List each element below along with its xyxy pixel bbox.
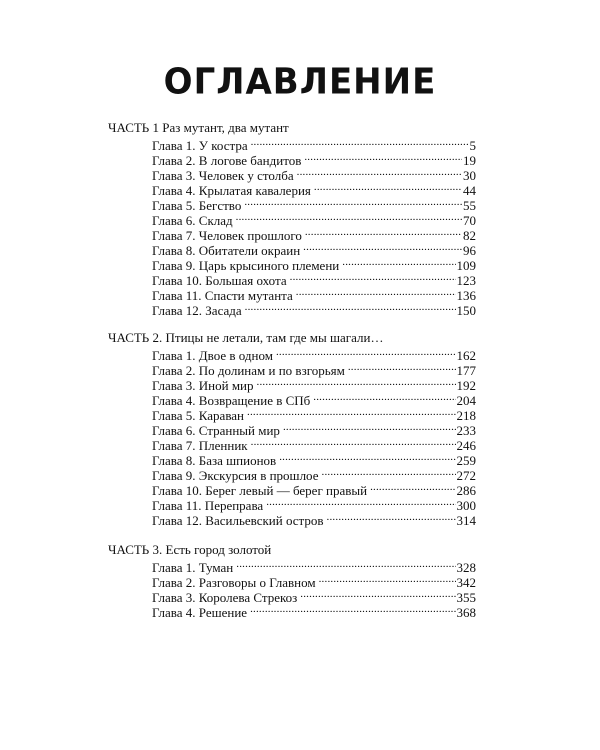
- dot-leader: [346, 360, 456, 375]
- page-number: 55: [463, 198, 476, 213]
- chapter-title: Глава 5. Бегство: [152, 198, 242, 213]
- page-number: 204: [456, 393, 476, 408]
- chapter-title: Глава 11. Спасти мутанта: [152, 288, 293, 303]
- dot-leader: [243, 300, 456, 315]
- page-number: 150: [456, 303, 476, 318]
- page-number: 96: [463, 243, 476, 258]
- chapter-title: Глава 1. Туман: [152, 560, 234, 575]
- dot-leader: [255, 375, 456, 390]
- toc-entry: [152, 240, 476, 258]
- chapter-title: Глава 12. Засада: [152, 303, 242, 318]
- dot-leader: [303, 225, 462, 240]
- page-number: 286: [456, 483, 476, 498]
- chapter-title: Глава 9. Царь крысиного племени: [152, 258, 340, 273]
- toc-entry: [152, 285, 476, 303]
- toc-entry: [152, 572, 476, 590]
- page-number: 272: [456, 468, 476, 483]
- chapter-title: Глава 7. Человек прошлого: [152, 228, 302, 243]
- chapter-title: Глава 1. У костра: [152, 138, 248, 153]
- page-number: 355: [456, 590, 476, 605]
- toc-entry: [152, 480, 476, 498]
- toc-entry: [152, 270, 476, 288]
- part-title: ЧАСТЬ 2. Птицы не летали, там где мы шагали…: [108, 330, 384, 345]
- page-number: 136: [456, 288, 476, 303]
- chapter-list: [108, 557, 578, 620]
- dot-leader: [294, 285, 456, 300]
- dot-leader: [234, 557, 455, 572]
- page-number: 246: [456, 438, 476, 453]
- dot-leader: [301, 240, 462, 255]
- dot-leader: [295, 165, 462, 180]
- toc-part-1: [108, 120, 578, 318]
- chapter-title: Глава 5. Караван: [152, 408, 245, 423]
- dot-leader: [312, 180, 462, 195]
- page-number: 5: [469, 138, 476, 153]
- toc-entry: [152, 135, 476, 153]
- toc-entry: [152, 375, 476, 393]
- toc-entry: [152, 450, 476, 468]
- toc-entry: [152, 510, 476, 528]
- page-number: 123: [456, 273, 476, 288]
- dot-leader: [368, 480, 455, 495]
- chapter-title: Глава 3. Иной мир: [152, 378, 254, 393]
- toc-part-3: [108, 542, 578, 620]
- chapter-title: Глава 9. Экскурсия в прошлое: [152, 468, 319, 483]
- toc-entry: [152, 150, 476, 168]
- dot-leader: [234, 210, 462, 225]
- page-title: ОГЛАВЛЕНИЕ: [163, 61, 437, 103]
- page-number: 259: [456, 453, 476, 468]
- dot-leader: [242, 195, 462, 210]
- page-number: 368: [456, 605, 476, 620]
- chapter-title: Глава 4. Решение: [152, 605, 248, 620]
- page-number: 109: [456, 258, 476, 273]
- toc-entry: [152, 587, 476, 605]
- page-number: 300: [456, 498, 476, 513]
- dot-leader: [264, 495, 455, 510]
- page-number: 233: [456, 423, 476, 438]
- toc-entry: [152, 435, 476, 453]
- page-number: 177: [456, 363, 476, 378]
- dot-leader: [325, 510, 456, 525]
- chapter-title: Глава 2. Разговоры о Главном: [152, 575, 316, 590]
- dot-leader: [320, 465, 456, 480]
- page-number: 314: [456, 513, 476, 528]
- part-title: ЧАСТЬ 1 Раз мутант, два мутант: [108, 120, 289, 135]
- toc-entry: [152, 345, 476, 363]
- toc-entry: [152, 557, 476, 575]
- page-number: 218: [456, 408, 476, 423]
- chapter-title: Глава 6. Странный мир: [152, 423, 280, 438]
- chapter-title: Глава 2. В логове бандитов: [152, 153, 302, 168]
- toc-entry: [152, 195, 476, 213]
- dot-leader: [248, 602, 455, 617]
- toc-part-2: [108, 330, 578, 528]
- toc-entry: [152, 465, 476, 483]
- dot-leader: [288, 270, 456, 285]
- chapter-title: Глава 11. Переправа: [152, 498, 264, 513]
- toc-entry: [152, 180, 476, 198]
- dot-leader: [311, 390, 455, 405]
- dot-leader: [298, 587, 455, 602]
- chapter-title: Глава 12. Васильевский остров: [152, 513, 324, 528]
- dot-leader: [302, 150, 462, 165]
- chapter-list: [108, 345, 578, 528]
- chapter-title: Глава 8. Обитатели окраин: [152, 243, 301, 258]
- chapter-title: Глава 6. Склад: [152, 213, 233, 228]
- chapter-title: Глава 3. Человек у столба: [152, 168, 294, 183]
- page-number: 192: [456, 378, 476, 393]
- toc-entry: [152, 602, 476, 620]
- toc-entry: [152, 165, 476, 183]
- dot-leader: [281, 420, 456, 435]
- page-number: 328: [456, 560, 476, 575]
- toc-entry: [152, 225, 476, 243]
- chapter-title: Глава 2. По долинам и по взгорьям: [152, 363, 345, 378]
- page-number: 82: [463, 228, 476, 243]
- chapter-title: Глава 4. Крылатая кавалерия: [152, 183, 311, 198]
- page-number: 70: [463, 213, 476, 228]
- chapter-title: Глава 8. База шпионов: [152, 453, 277, 468]
- dot-leader: [245, 405, 455, 420]
- page-number: 30: [463, 168, 476, 183]
- toc-entry: [152, 255, 476, 273]
- toc-entry: [152, 420, 476, 438]
- page-number: 162: [456, 348, 476, 363]
- toc-entry: [152, 405, 476, 423]
- part-title: ЧАСТЬ 3. Есть город золотой: [108, 542, 272, 557]
- dot-leader: [249, 135, 469, 150]
- page-number: 44: [463, 183, 476, 198]
- chapter-list: [108, 135, 578, 318]
- dot-leader: [274, 345, 456, 360]
- chapter-title: Глава 10. Берег левый — берег правый: [152, 483, 368, 498]
- toc-entry: [152, 390, 476, 408]
- chapter-title: Глава 7. Пленник: [152, 438, 248, 453]
- toc-entry: [152, 210, 476, 228]
- toc-entry: [152, 360, 476, 378]
- toc-entry: [152, 495, 476, 513]
- chapter-title: Глава 4. Возвращение в СПб: [152, 393, 311, 408]
- page-number: 342: [456, 575, 476, 590]
- chapter-title: Глава 3. Королева Стрекоз: [152, 590, 298, 605]
- toc-entry: [152, 300, 476, 318]
- chapter-title: Глава 1. Двое в одном: [152, 348, 273, 363]
- dot-leader: [317, 572, 456, 587]
- dot-leader: [340, 255, 455, 270]
- dot-leader: [249, 435, 456, 450]
- dot-leader: [277, 450, 455, 465]
- page-number: 19: [463, 153, 476, 168]
- chapter-title: Глава 10. Большая охота: [152, 273, 287, 288]
